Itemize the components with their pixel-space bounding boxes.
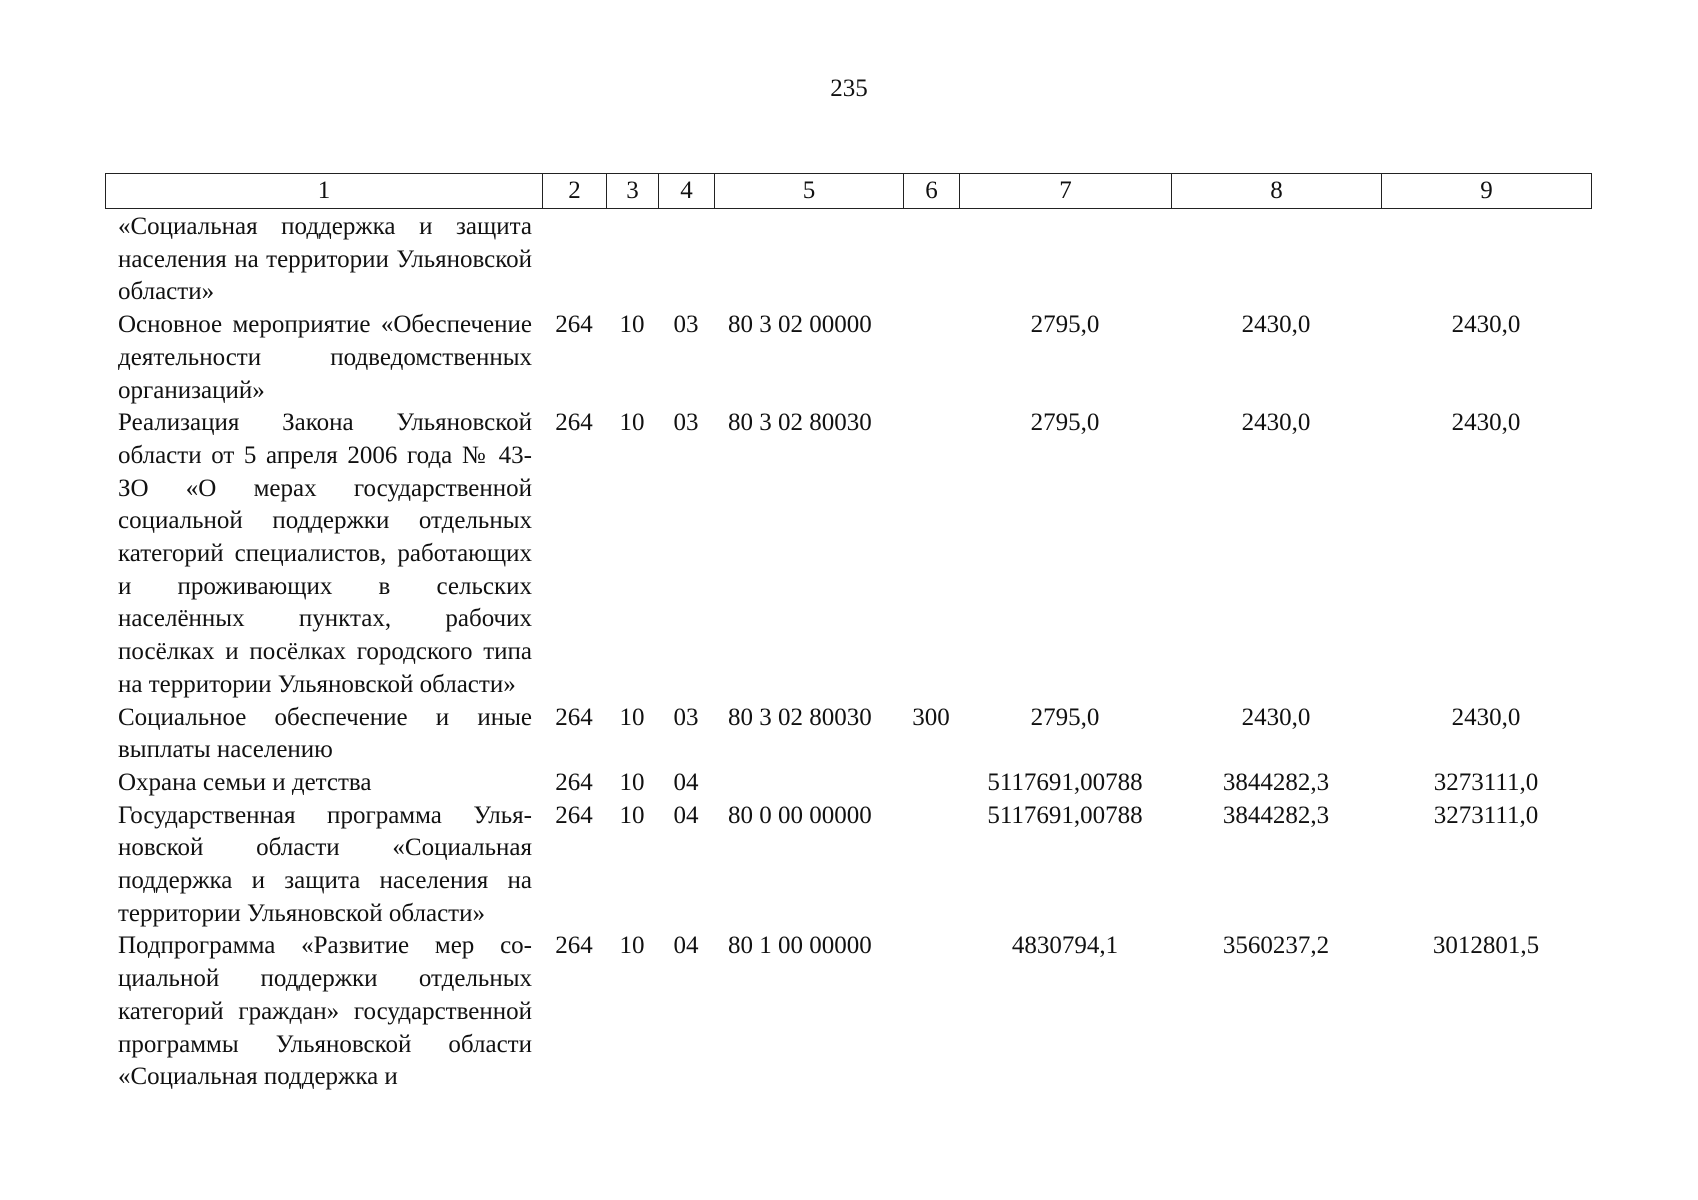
subsection-code: 10 [619,311,645,339]
amount-col-7: 2795,0 [1030,311,1100,339]
column-header-4: 4 [659,174,715,209]
table-row [105,407,1591,701]
amount-col-8: 3844282,3 [1222,768,1330,796]
column-header-row [105,173,1592,209]
subsection-code-2 [658,211,714,309]
column-header-8: 8 [1172,174,1382,209]
subsection-code: 10 [619,801,645,829]
subsection-code-2: 04 [673,768,699,796]
column-header-7: 7 [960,174,1172,209]
amount-col-9: 2430,0 [1451,409,1521,437]
amount-col-7: 5117691,00788 [987,801,1143,829]
target-article-code: 80 3 02 00000 [728,311,872,339]
amount-col-9 [1381,211,1591,309]
row-name: Подпрограмма «Развитие мер социальной поддержки отдельных категорий граждан» государственной программы Ульяновской области «Социальная поддержка и [118,932,532,1091]
row-name: «Социальная поддержка и защита населения на территории Ульяновской области» [118,213,532,306]
amount-col-8: 2430,0 [1241,409,1311,437]
amount-col-8: 3844282,3 [1222,801,1330,829]
target-article-code: 80 3 02 80030 [728,409,872,437]
subsection-code: 10 [619,932,645,960]
column-header-9: 9 [1382,174,1592,209]
subsection-code-2: 04 [673,801,699,829]
column-header-1: 1 [106,174,543,209]
amount-col-7: 2795,0 [1030,409,1100,437]
section-code [542,211,606,309]
amount-col-9: 2430,0 [1451,311,1521,339]
subsection-code [606,211,658,309]
subsection-code: 10 [619,409,645,437]
target-article-code: 80 1 00 00000 [728,932,872,960]
amount-col-8: 3560237,2 [1222,932,1330,960]
row-name: Основное мероприятие «Обеспечение деятельности подведомственных организаций» [118,311,532,404]
section-code: 264 [555,932,593,960]
amount-col-9: 2430,0 [1451,703,1521,731]
subsection-code-2: 03 [673,311,699,339]
expense-type-code [903,407,959,701]
section-code: 264 [555,768,593,796]
subsection-code-2: 03 [673,409,699,437]
row-name: Реализация Закона Ульяновской области от 5 апреля 2006 года № 43-ЗО «О мерах государственной социальной поддержки отдельных категорий специалистов, работающих и проживающих в сельских населённых пунктах, рабочих посёлках и посёлках городского типа на территории Ульяновской области» [118,409,532,698]
table-row [105,930,1591,1094]
column-header-3: 3 [607,174,659,209]
amount-col-7: 4830794,1 [1011,932,1119,960]
amount-col-7: 2795,0 [1030,703,1100,731]
table-row [105,767,1591,800]
table-row [105,309,1591,407]
row-name: Охрана семьи и детства [118,768,372,796]
amount-col-7 [959,211,1171,309]
target-article-code: 80 0 00 00000 [728,801,872,829]
column-header-5: 5 [715,174,904,209]
section-code: 264 [555,801,593,829]
page-number: 235 [830,75,868,102]
amount-col-9: 3273111,0 [1433,801,1539,829]
amount-col-9: 3273111,0 [1433,768,1539,796]
expense-type-code [903,211,959,309]
target-article-code [714,767,903,800]
target-article-code [714,211,903,309]
table-row [105,211,1591,309]
section-code: 264 [555,311,593,339]
table-row [105,702,1591,767]
row-name: Социальное обеспечение и иные выплаты населению [118,703,532,764]
row-name: Государственная программа Ульяновской области «Социальная поддержка и защита населения на территории Ульяновской области» [118,801,532,927]
target-article-code: 80 3 02 80030 [728,703,872,731]
column-header-6: 6 [904,174,960,209]
expense-type-code [903,767,959,800]
expense-type-code [903,930,959,1094]
amount-col-9: 3012801,5 [1432,932,1540,960]
column-header-2: 2 [543,174,607,209]
subsection-code-2: 03 [673,703,699,731]
amount-col-7: 5117691,00788 [987,768,1143,796]
amount-col-8: 2430,0 [1241,311,1311,339]
subsection-code: 10 [619,703,645,731]
subsection-code: 10 [619,768,645,796]
expense-type-code [903,800,959,931]
section-code: 264 [555,409,593,437]
expense-type-code: 300 [912,703,950,731]
subsection-code-2: 04 [673,932,699,960]
table-row [105,800,1591,931]
expense-type-code [903,309,959,407]
amount-col-8 [1171,211,1381,309]
budget-table [105,211,1591,1094]
section-code: 264 [555,703,593,731]
amount-col-8: 2430,0 [1241,703,1311,731]
